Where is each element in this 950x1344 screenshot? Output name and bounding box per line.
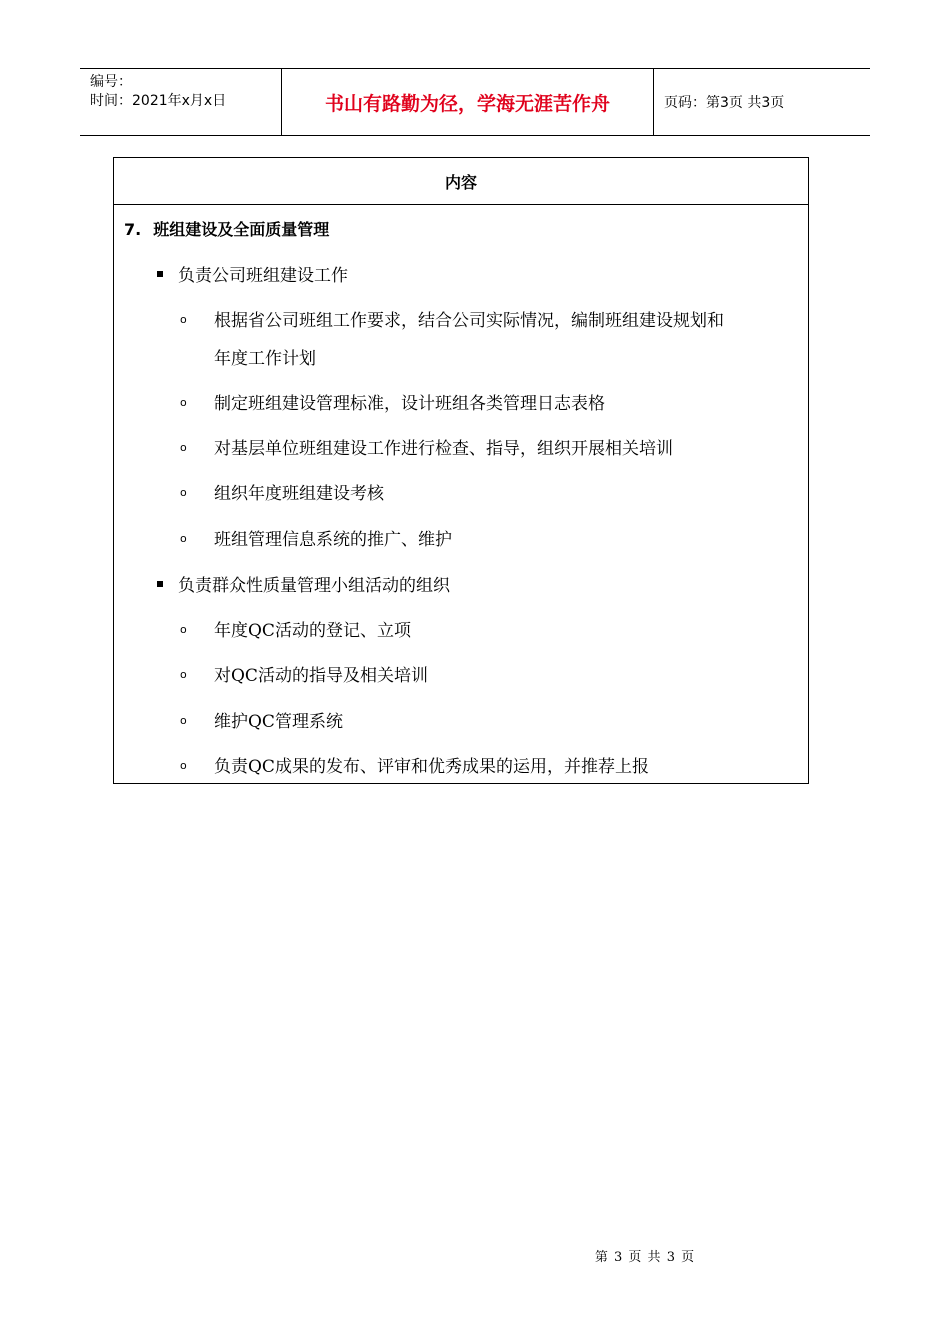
document-header [80, 68, 870, 136]
group-label: 负责群众性质量管理小组活动的组织 [178, 576, 450, 596]
header-motto: 书山有路勤为径，学海无涯苦作舟 [282, 69, 654, 135]
group-label: 负责公司班组建设工作 [178, 266, 348, 286]
circle-bullet-icon: o [180, 532, 187, 545]
list-item: 制定班组建设管理标准，设计班组各类管理日志表格 [214, 394, 605, 414]
list-item: 对基层单位班组建设工作进行检查、指导，组织开展相关培训 [214, 439, 673, 459]
header-page-info: 页码：第3页 共3页 [664, 95, 785, 111]
list-item: 对QC活动的指导及相关培训 [214, 666, 428, 686]
circle-bullet-icon: o [180, 623, 187, 636]
list-item: 维护QC管理系统 [214, 712, 343, 732]
section-title [124, 217, 329, 240]
section-title-text: 班组建设及全面质量管理 [153, 220, 330, 239]
circle-bullet-icon: o [180, 396, 187, 409]
list-item: 负责QC成果的发布、评审和优秀成果的运用，并推荐上报 [214, 757, 649, 777]
list-item: 根据省公司班组工作要求，结合公司实际情况，编制班组建设规划和 [214, 311, 724, 331]
header-meta [80, 69, 282, 135]
number-label: 编号： [90, 74, 132, 90]
circle-bullet-icon: o [180, 759, 187, 772]
table-header: 内容 [114, 158, 808, 205]
section-number: 7. [124, 220, 142, 239]
square-bullet-icon [157, 581, 163, 587]
content-table [113, 157, 809, 784]
circle-bullet-icon: o [180, 313, 187, 326]
circle-bullet-icon: o [180, 714, 187, 727]
list-item: 组织年度班组建设考核 [214, 484, 384, 504]
square-bullet-icon [157, 271, 163, 277]
list-item: 年度QC活动的登记、立项 [214, 621, 411, 641]
circle-bullet-icon: o [180, 668, 187, 681]
list-item: 班组管理信息系统的推广、维护 [214, 530, 452, 550]
circle-bullet-icon: o [180, 441, 187, 454]
circle-bullet-icon: o [180, 486, 187, 499]
list-item-continuation: 年度工作计划 [214, 349, 316, 369]
page-footer: 第 3 页 共 3 页 [594, 1250, 696, 1265]
time-label: 时间：2021年x月x日 [90, 93, 227, 109]
